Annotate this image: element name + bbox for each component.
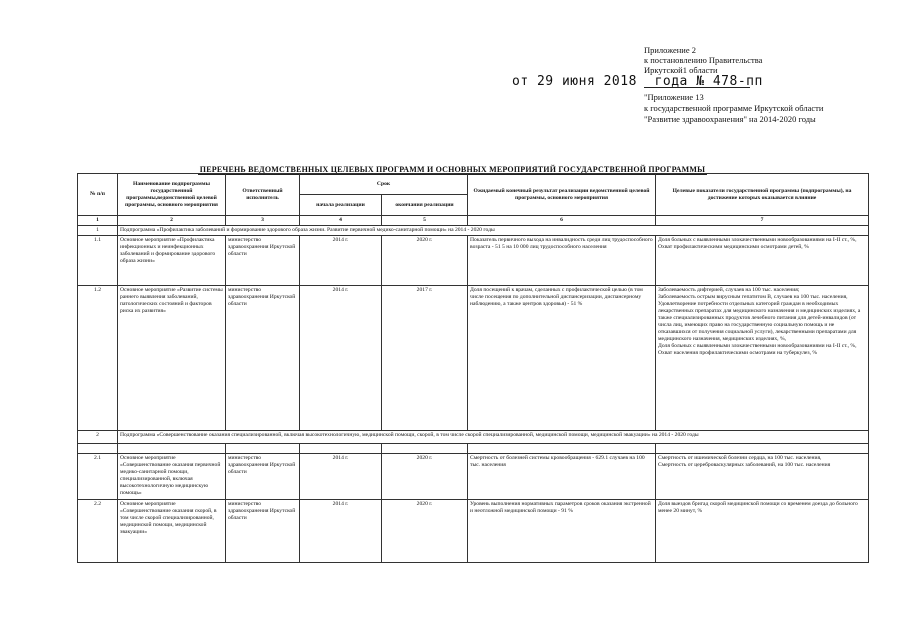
table-row <box>78 500 869 563</box>
region-label: Иркутской1 области <box>644 65 718 75</box>
indicator-item: Доля больных с выявленными злокачественными новообразованиями на I-II ст., %, <box>658 237 857 243</box>
indicator-item: Охват профилактическими медицинскими осмотрами детей, % <box>658 244 809 250</box>
row-end: 2017 г. <box>382 286 468 431</box>
table-row <box>78 236 869 286</box>
col-number: 5 <box>382 216 468 226</box>
row-indicators <box>656 500 869 563</box>
row-end: 2020 г. <box>382 454 468 500</box>
row-executor: министерство здравоохранения Иркутской области <box>226 500 300 563</box>
header-end: окончания реализации <box>382 195 468 216</box>
indicator-item: Заболеваемость острым вирусным гепатитом В, случаев на 100 тыс. населения, <box>658 294 848 300</box>
appendix-13-label: "Приложение 13 <box>644 92 704 102</box>
decree-underline <box>644 87 750 88</box>
row-result: Смертность от болезней системы кровообращения - 629.1 случаев на 100 тыс. населения <box>468 454 656 500</box>
header-term: Срок <box>300 174 468 195</box>
header-name: Наименование подпрограммы государственной программы,ведомственной целевой программы, основного мероприятия <box>118 174 226 216</box>
row-start: 2014 г. <box>300 286 382 431</box>
section-num: 2 <box>78 431 118 444</box>
header-num: № п/п <box>78 174 118 216</box>
col-number: 4 <box>300 216 382 226</box>
row-executor: министерство здравоохранения Иркутской области <box>226 454 300 500</box>
indicator-item: Смертность от цереброваскулярных заболеваний, на 100 тыс. населения <box>658 462 831 468</box>
col-number: 3 <box>226 216 300 226</box>
section-num: 1 <box>78 226 118 236</box>
indicator-item: Доля выездов бригад скорой медицинской помощи со временем доезда до больного менее 20 минут, % <box>658 501 858 514</box>
section-row <box>78 226 869 236</box>
table-row <box>78 454 869 500</box>
empty-row <box>78 444 869 454</box>
row-executor: министерство здравоохранения Иркутской области <box>226 286 300 431</box>
row-num: 2.1 <box>78 454 118 500</box>
resolution-label: к постановлению Правительства <box>644 55 763 65</box>
decree-date: от 29 июня 2018 <box>512 74 637 89</box>
header-result: Ожидаемый конечный результат реализации ведомственной целевой программы, основного мероприятия <box>468 174 656 216</box>
appendix-2-label: Приложение 2 <box>644 45 696 55</box>
appendix-13-block <box>644 92 823 125</box>
row-result: Уровень выполнения нормативных параметров сроков оказания экстренной и неотложной медицинской помощи - 91 % <box>468 500 656 563</box>
row-name: Основное мероприятие «Совершенствование оказания первичной медико-санитарной помощи, специализированной, включая высокотехнологичную медицинскую помощь» <box>118 454 226 500</box>
row-num: 1.2 <box>78 286 118 431</box>
section-row <box>78 431 869 444</box>
decree-number: года № 478-пп <box>654 74 763 89</box>
header-executor: Ответственный исполнитель <box>226 174 300 216</box>
column-number-row <box>78 216 869 226</box>
indicator-item: Удовлетворение потребности отдельных категорий граждан в необходимых лекарственных препаратах для медицинского назначения и медицинских изделиях, а также специализированных продуктов лечебного питания для детей-инвалидов (от числа лиц, имеющих право на государственную социальную помощь и не отказавшихся от получения социальной услуги), лекарственными препаратами для медицинского назначения, медицинских изделиях, %, <box>658 301 861 342</box>
row-end: 2020 г. <box>382 500 468 563</box>
row-name: Основное мероприятие «Развитие системы раннего выявления заболеваний, патологических состояний и факторов риска их развития» <box>118 286 226 431</box>
row-indicators <box>656 286 869 431</box>
table-row <box>78 286 869 431</box>
row-start: 2014 г. <box>300 236 382 286</box>
row-result: Показатель первичного выхода на инвалидность среди лиц трудоспособного возраста - 51 5 на 10 000 лиц трудоспособного населения <box>468 236 656 286</box>
state-program-label: к государственной программе Иркутской области <box>644 103 824 113</box>
col-number: 6 <box>468 216 656 226</box>
row-start: 2014 г. <box>300 500 382 563</box>
page-title: ПЕРЕЧЕНЬ ВЕДОМСТВЕННЫХ ЦЕЛЕВЫХ ПРОГРАММ И ОСНОВНЫХ МЕРОПРИЯТИЙ ГОСУДАРСТВЕННОЙ ПРОГРАММЫ <box>199 165 706 174</box>
section-title: Подпрограмма «Совершенствование оказания специализированной, включая высокотехнологичную, медицинской помощи, скорой, в том числе скорой специализированной, медицинской помощи, медицинской эвакуации» на 2014 - 2020 годы <box>118 431 869 444</box>
row-start: 2014 г. <box>300 454 382 500</box>
indicator-item: Смертность от ишемической болезни сердца, на 100 тыс. населения, <box>658 455 822 461</box>
row-executor: министерство здравоохранения Иркутской области <box>226 236 300 286</box>
appendix-header <box>644 45 762 75</box>
indicator-item: Охват населения профилактическими осмотрами на туберкулез, % <box>658 350 818 356</box>
programs-table <box>77 173 869 563</box>
row-end: 2020 г. <box>382 236 468 286</box>
row-result: Доля посещений к врачам, сделанных с профилактической целью (в том числе посещения по дополнительной диспансеризации, диспансерному наблюдению, а также центров здоровья) - 51 % <box>468 286 656 431</box>
row-indicators <box>656 454 869 500</box>
header-row <box>78 174 869 195</box>
header-indicators: Целевые показатели государственной программы (подпрограммы), на достижение которых оказывается влияние <box>656 174 869 216</box>
row-num: 1.1 <box>78 236 118 286</box>
col-number: 7 <box>656 216 869 226</box>
indicator-item: Заболеваемость дифтерией, случаев на 100 тыс. населения; <box>658 287 800 293</box>
row-num: 2.2 <box>78 500 118 563</box>
row-name: Основное мероприятие «Совершенствование оказания скорой, в том числе скорой специализированной, медицинской помощи, медицинской эвакуации» <box>118 500 226 563</box>
col-number: 1 <box>78 216 118 226</box>
row-indicators <box>656 236 869 286</box>
header-start: начала реализации <box>300 195 382 216</box>
row-name: Основное мероприятие «Профилактика инфекционных и неинфекционных заболеваний и формирование здорового образа жизни» <box>118 236 226 286</box>
program-name-label: "Развитие здравоохранения" на 2014-2020 годы <box>644 114 816 124</box>
indicator-item: Доля больных с выявленными злокачественными новообразованиями на I-II ст., %, <box>658 343 857 349</box>
col-number: 2 <box>118 216 226 226</box>
section-title: Подпрограмма «Профилактика заболеваний и формирование здорового образа жизни. Развитие первичной медико-санитарной помощи» на 2014 - 2020 годы <box>118 226 869 236</box>
